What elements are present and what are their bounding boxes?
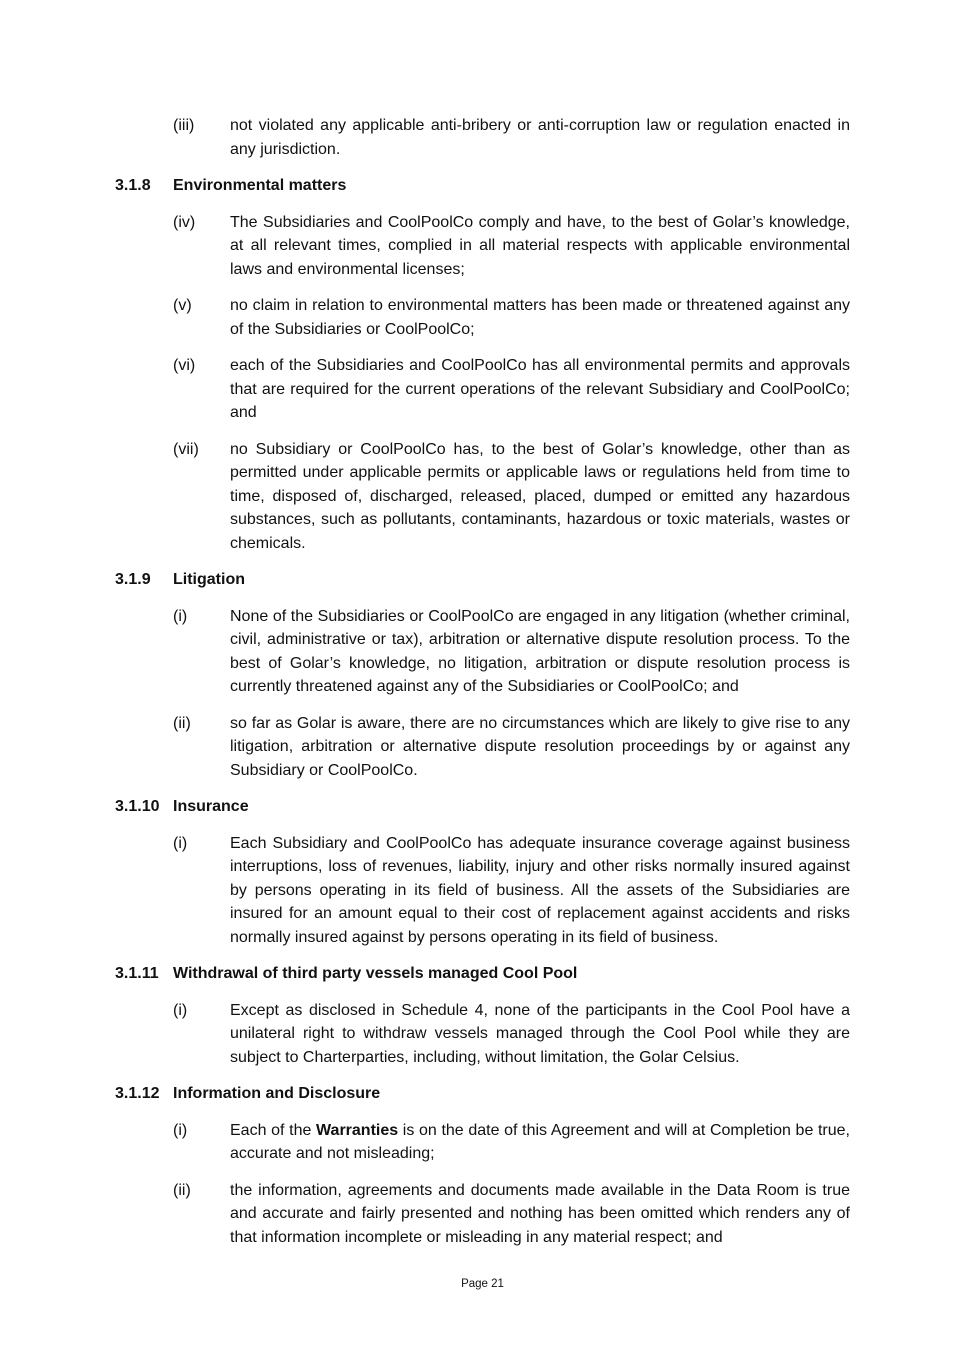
clause xyxy=(0,605,965,699)
clause xyxy=(0,1179,965,1250)
clause-text: not violated any applicable anti-bribery or anti-corruption law or regulation enacted in any jurisdiction. xyxy=(230,117,850,158)
clause xyxy=(0,438,965,556)
clause-label: (ii) xyxy=(173,714,191,732)
clause xyxy=(0,294,965,341)
clause-text: no claim in relation to environmental matters has been made or threatened against any of the Subsidiaries or CoolPoolCo; xyxy=(230,297,850,338)
clause-label: (i) xyxy=(173,1121,188,1139)
section-number: 3.1.11 xyxy=(115,965,159,982)
clause-label: (iii) xyxy=(173,117,195,134)
clause xyxy=(0,211,965,282)
clause-label: (vii) xyxy=(173,440,199,458)
clause-label: (v) xyxy=(173,297,192,314)
defined-term-warranties: Warranties xyxy=(316,1121,399,1139)
section-title: Environmental matters xyxy=(173,177,347,194)
clause-text: Except as disclosed in Schedule 4, none of the participants in the Cool Pool have a unilateral right to withdraw vessels managed through the Cool Pool while they are subject to Charterparties, including, without limitation, the Golar Celsius. xyxy=(230,1001,850,1066)
clause xyxy=(0,1119,965,1166)
clause-label: (i) xyxy=(173,607,188,625)
clause-text-after: is on the date of this Agreement and will at Completion be true, accurate and not misleading; xyxy=(230,1121,851,1162)
clause-label: (i) xyxy=(173,834,188,852)
section-number: 3.1.10 xyxy=(115,798,160,815)
page-number-footer: Page 21 xyxy=(461,1278,504,1290)
clause-text: each of the Subsidiaries and CoolPoolCo has all environmental permits and approvals that are required for the current operations of the relevant Subsidiary and CoolPoolCo; and xyxy=(230,357,850,421)
clause-text-before: Each of the xyxy=(230,1121,317,1139)
section-title: Litigation xyxy=(173,571,245,588)
clause-label: (vi) xyxy=(173,357,196,374)
section-heading xyxy=(0,795,965,819)
clause xyxy=(0,712,965,783)
section-title: Information and Disclosure xyxy=(173,1085,381,1102)
clause-label: (ii) xyxy=(173,1181,191,1199)
section-heading xyxy=(0,174,965,198)
clause-text: no Subsidiary or CoolPoolCo has, to the best of Golar’s knowledge, other than as permitted under applicable permits or applicable laws or regulations held from time to time, disposed of, discharged, released, placed, dumped or emitted any hazardous substances, such as pollutants, contaminants, hazardous or toxic materials, wastes or chemicals. xyxy=(230,440,850,552)
section-title: Withdrawal of third party vessels managed Cool Pool xyxy=(173,965,578,982)
clause xyxy=(0,999,965,1070)
clause-text: the information, agreements and documents made available in the Data Room is true and accurate and fairly presented and nothing has been omitted which renders any of that information incomplete or misleading in any material respect; and xyxy=(230,1181,850,1246)
clause-text xyxy=(230,1119,850,1166)
document-body xyxy=(0,114,965,1262)
section-title: Insurance xyxy=(173,798,249,815)
section-heading xyxy=(0,962,965,986)
clause-label: (iv) xyxy=(173,213,196,231)
clause-text: so far as Golar is aware, there are no circumstances which are likely to give rise to any litigation, arbitration or alternative dispute resolution proceedings by or against any Subsidiary or CoolPoolCo. xyxy=(230,714,850,779)
clause xyxy=(0,832,965,950)
section-heading xyxy=(0,1082,965,1106)
section-number: 3.1.8 xyxy=(115,177,151,194)
clause-text: None of the Subsidiaries or CoolPoolCo are engaged in any litigation (whether criminal, civil, administrative or tax), arbitration or alternative dispute resolution process. To the best of Golar’s knowledge, no litigation, arbitration or dispute resolution process is currently threatened against any of the Subsidiaries or CoolPoolCo; and xyxy=(230,607,850,695)
clause xyxy=(0,354,965,425)
clause-text: Each Subsidiary and CoolPoolCo has adequate insurance coverage against business interruptions, loss of revenues, liability, injury and other risks normally insured against by persons operating in its field of business. All the assets of the Subsidiaries are insured for an amount equal to their cost of replacement against accidents and risks normally insured against by persons operating in its field of business. xyxy=(230,834,850,946)
section-heading xyxy=(0,568,965,592)
clause-label: (i) xyxy=(173,1001,188,1019)
clause xyxy=(0,114,965,161)
section-number: 3.1.9 xyxy=(115,571,151,588)
clause-text: The Subsidiaries and CoolPoolCo comply and have, to the best of Golar’s knowledge, at all relevant times, complied in all material respects with applicable environmental laws and environmental licenses; xyxy=(230,213,850,278)
section-number: 3.1.12 xyxy=(115,1085,160,1102)
